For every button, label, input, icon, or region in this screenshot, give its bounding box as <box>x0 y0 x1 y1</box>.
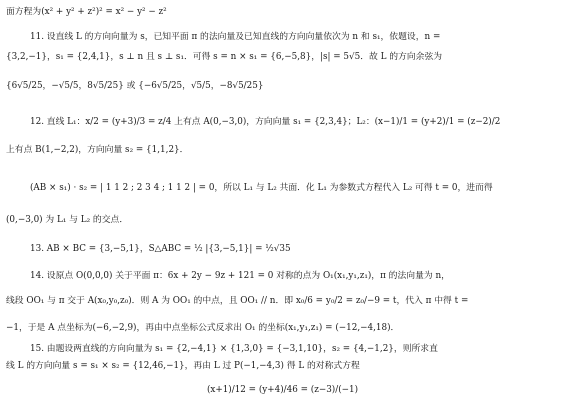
equation: (x+1)/12 = (y+4)/46 = (z−3)/(−1) <box>206 385 359 395</box>
text-line: 线 L 的方向向量 s = s₁ × s₂ = {12,46,−1}，再由 L 过 P(−1,−4,3) 得 L 的对称式方程 <box>6 361 360 371</box>
text-line: 上有点 B(1,−2,2)，方向向量 s₂ = {1,1,2}． <box>6 145 189 155</box>
text-line: 线段 OO₁ 与 π 交于 A(x₀,y₀,z₀)．则 A 为 OO₁ 的中点，且 OO₁ // n．即 x₀/6 = y₀/2 = z₀/−9 = t，代入 π 中得 t = <box>6 296 469 306</box>
text-line: −1，于是 A 点坐标为(−6,−2,9)，再由中点坐标公式反求出 O₁ 的坐标(x₁,y₁,z₁) = (−12,−4,18)． <box>6 323 400 333</box>
text-line: (AB × s₁) · s₂ = | 1 1 2 ; 2 3 4 ; 1 1 2 | = 0，所以 L₁ 与 L₂ 共面．化 L₁ 为参数式方程代入 L₂ 可得 t = 0，进而得 <box>30 183 493 193</box>
problem-11: 11. 设直线 L 的方向向量为 s，已知平面 π 的法向量及已知直线的方向向量依次为 n 和 s₁，依题设，n = <box>30 32 441 42</box>
problem-13: 13. AB × BC = {3,−5,1}，S△ABC = ½ |{3,−5,1}| = ½√35 <box>30 244 291 254</box>
text-line: 面方程为(x² + y² + z²)² = x² − y² − z² <box>6 7 167 17</box>
problem-14: 14. 设原点 O(0,0,0) 关于平面 π：6x + 2y − 9z + 121 = 0 对称的点为 O₁(x₁,y₁,z₁)，π 的法向量为 n， <box>30 271 450 281</box>
text-line: {6√5/25，−√5/5，8√5/25} 或 {−6√5/25，√5/5，−8√5/25} <box>6 81 264 91</box>
problem-15: 15. 由题设两直线的方向向量为 s₁ = {2,−4,1} × {1,3,0} = {−3,1,10}，s₂ = {4,−1,2}，则所求直 <box>30 344 438 354</box>
text-line: (0,−3,0) 为 L₁ 与 L₂ 的交点． <box>6 215 129 225</box>
problem-12: 12. 直线 L₁：x/2 = (y+3)/3 = z/4 上有点 A(0,−3,0)，方向向量 s₁ = {2,3,4}；L₂：(x−1)/1 = (y+2)/1 = (z−2)/2 <box>30 117 501 127</box>
text-line: {3,2,−1}，s₁ = {2,4,1}，s ⊥ n 且 s ⊥ s₁．可得 s = n × s₁ = {6,−5,8}，|s| = 5√5．故 L 的方向余弦为 <box>6 52 443 62</box>
